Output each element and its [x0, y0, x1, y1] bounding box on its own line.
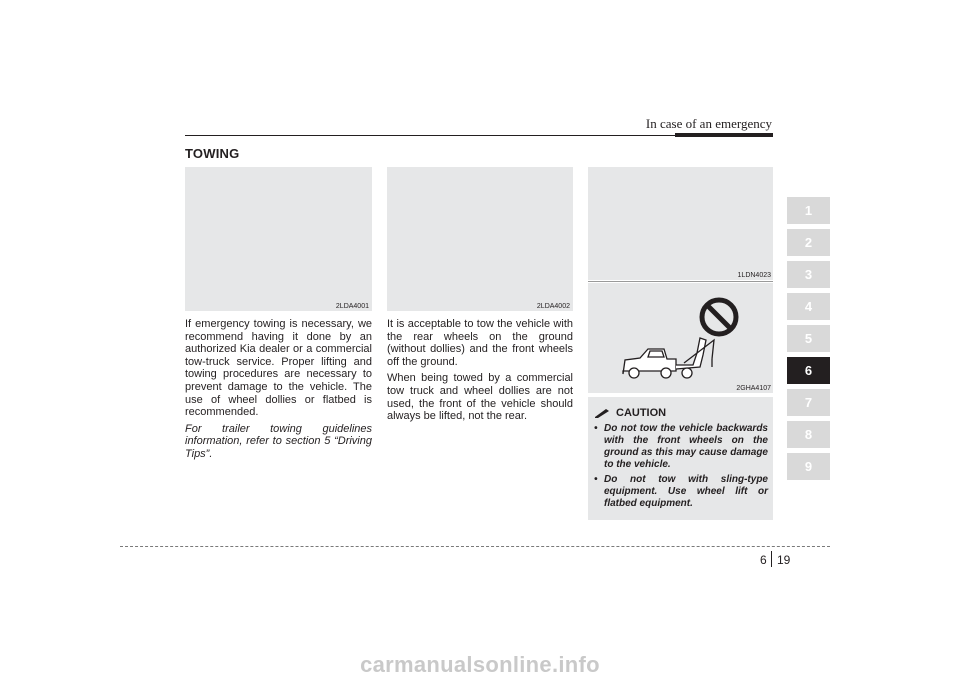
- prohibition-icon: [702, 300, 736, 334]
- footer-divider: [771, 551, 772, 567]
- paragraph: When being towed by a commercial tow truck and wheel dollies are not used, the front of the vehicle should always be lifted, not the rear.: [387, 372, 573, 423]
- chapter-tab-9[interactable]: 9: [787, 453, 830, 480]
- footer-page-number: 19: [777, 553, 791, 567]
- caution-list: [594, 423, 768, 513]
- caution-box: [588, 397, 773, 520]
- chapter-tab-3[interactable]: 3: [787, 261, 830, 288]
- chapter-tab-6[interactable]: 6: [787, 357, 830, 384]
- tow-truck-icon: [623, 338, 714, 378]
- figure-no-sling-tow: [588, 283, 773, 393]
- chapter-tab-2[interactable]: 2: [787, 229, 830, 256]
- figure-divider: [588, 281, 773, 282]
- footer-chapter-number: 6: [760, 553, 767, 567]
- section-title: TOWING: [185, 146, 240, 161]
- chapter-tabs: [787, 197, 830, 485]
- figure-code: 2LDA4002: [536, 303, 570, 310]
- figure-code: 2LDA4001: [335, 303, 369, 310]
- caution-item: • Do not tow with sling-type equipment. Use wheel lift or flatbed equipment.: [594, 474, 768, 509]
- figure-towing-3: [588, 167, 773, 280]
- chapter-tab-8[interactable]: 8: [787, 421, 830, 448]
- tow-truck-illustration: [588, 283, 773, 393]
- chapter-tab-4[interactable]: 4: [787, 293, 830, 320]
- footer-rule: [120, 546, 830, 547]
- chapter-tab-1[interactable]: 1: [787, 197, 830, 224]
- bullet-icon: •: [594, 423, 598, 434]
- chapter-tab-5[interactable]: 5: [787, 325, 830, 352]
- watermark: carmanualsonline.info: [360, 652, 600, 677]
- figure-towing-1: [185, 167, 372, 311]
- figure-code: 2GHA4107: [736, 385, 771, 392]
- header-title: In case of an emergency: [645, 116, 772, 131]
- paragraph: If emergency towing is necessary, we recommend having it done by an authorized Kia dealer or a commercial tow-truck service. Proper lifting and towing procedures are necessary to prevent damage to the vehicle. The use of wheel dollies or flatbed is recommended.: [185, 318, 372, 419]
- caution-title: CAUTION: [616, 407, 667, 419]
- figure-code: 1LDN4023: [737, 272, 771, 279]
- header-rule: [185, 135, 675, 136]
- header-rule-accent: [675, 133, 773, 137]
- paragraph-note: For trailer towing guidelines information, refer to section 5 “Driving Tips”.: [185, 422, 372, 460]
- paragraph: It is acceptable to tow the vehicle with the rear wheels on the ground (without dollies) and the front wheels off the ground.: [387, 318, 573, 368]
- caution-pencil-icon: [594, 408, 610, 418]
- column-1-text: [185, 318, 372, 465]
- column-2-text: [387, 318, 573, 427]
- figure-towing-2: [387, 167, 573, 311]
- bullet-icon: •: [594, 474, 598, 485]
- chapter-tab-7[interactable]: 7: [787, 389, 830, 416]
- caution-header: [594, 407, 666, 419]
- caution-item: • Do not tow the vehicle backwards with the front wheels on the ground as this may cause damage to the vehicle.: [594, 423, 768, 470]
